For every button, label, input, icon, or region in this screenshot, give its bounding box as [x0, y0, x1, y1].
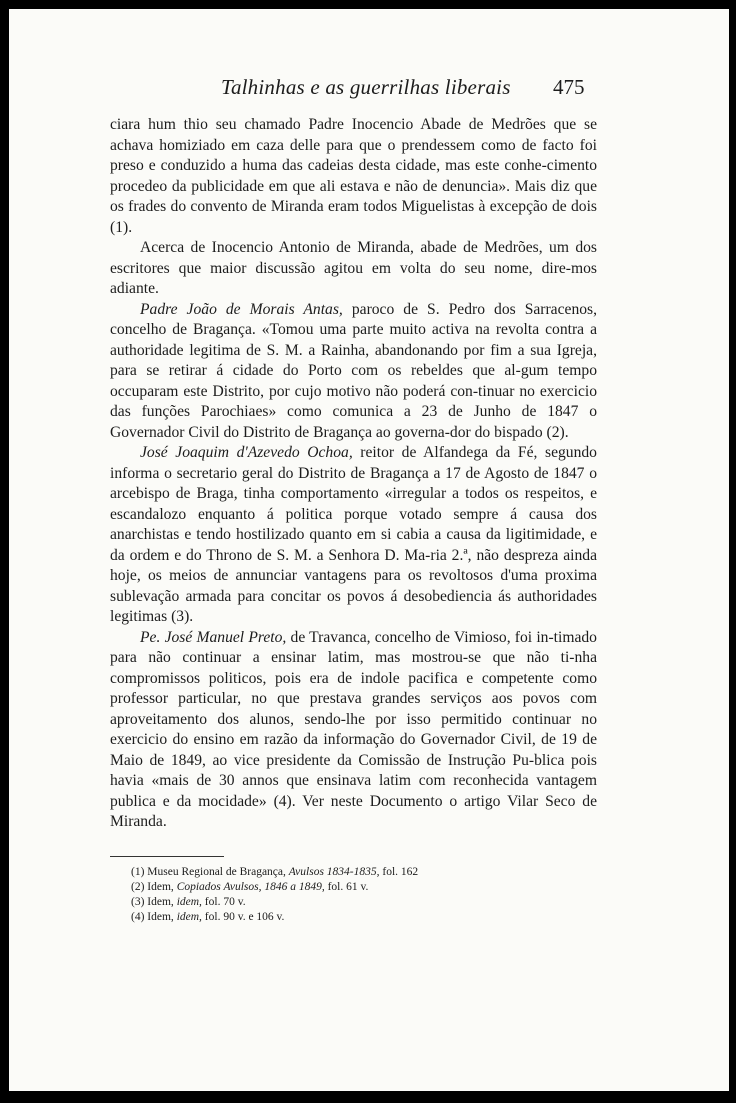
footnote-text-end: fol. 90 v. e 106 v.: [201, 911, 285, 923]
paragraph-lead: Padre João de Morais Antas,: [140, 300, 343, 318]
footnote-text: Idem,: [147, 881, 177, 893]
paragraph-lead: Pe. José Manuel Preto,: [140, 628, 287, 646]
footnote-text-end: fol. 70 v.: [201, 896, 246, 908]
footnote-1: [131, 865, 571, 880]
paragraph-4: [110, 443, 597, 628]
paragraph-text: de Travanca, concelho de Vimioso, foi in-timado para não continuar a ensinar latim, mas mostrou-se que não ti-nha compromissos politicos, pois era de indole pacifica e competente como professor particular, no que prestava grandes serviços aos povos com aproveitamento dos alunos, sendo-lhe por isso permitido continuar no exercicio do ensino em razão da informação do Governador Civil, de 19 de Maio de 1849, ao vice presidente da Comissão de Instrução Pu-blica pois havia «mais de 30 annos que ensinava latim com reconhecida vantagem publica e da mocidade»: [110, 628, 597, 810]
footnote-ref: (1): [110, 218, 129, 236]
paragraph-lead: José Joaquim d'Azevedo Ochoa,: [140, 444, 353, 461]
paragraph-text: reitor de Alfandega da Fé, segundo informa o secretario geral do Distrito de Bragança a 17 de Agosto de 1847 o arcebispo de Braga, tinha comportamento «irregular a todos os respeitos, e escandalozo enquanto á politica porque votado sempre á causa dos anarchistas e tendo hostilizado quanto em si cabia a causa da ligitimidade, e da ordem e do Throno de S. M. a Senhora D. Ma-ria 2.ª, não despreza ainda hoje, os meios de annunciar vantagens para os revoltosos d'uma proxima sublevação armada para concitar os povos á desobediencia ás authoridades legitimas: [110, 444, 597, 625]
footnote-4: [131, 910, 571, 925]
paragraph-3: [110, 300, 597, 444]
footnote-3: [131, 895, 571, 910]
footnote-number: (3): [131, 896, 145, 908]
paragraph-text: Acerca de Inocencio Antonio de Miranda, abade de Medrões, um dos escritores que maior discussão agitou em volta do seu nome, dire-mos adiante.: [110, 239, 597, 297]
footnote-number: (4): [131, 911, 145, 923]
page-number: 475: [553, 75, 585, 99]
footnote-italic: idem,: [176, 911, 202, 923]
footnote-ref: (3): [171, 608, 190, 625]
footnote-text: Idem,: [147, 911, 177, 923]
body-text: [110, 115, 597, 833]
footnotes: [131, 865, 571, 925]
footnote-text: Idem,: [147, 896, 177, 908]
paragraph-1: [110, 115, 597, 238]
footnote-divider: [110, 856, 224, 857]
paragraph-2: [110, 238, 597, 300]
paragraph-text: ciara hum thio seu chamado Padre Inocencio Abade de Medrões que se achava homiziado em caza delle para que o prendessem como de facto foi preso e conduzido a huma das cadeias desta cidade, mas este conhe-cimento procedeo da publicidade em que ali estava e não de denuncia». Mais diz que os frades do convento de Miranda eram todos Miguelistas à excepção de dois: [110, 116, 597, 215]
footnote-number: (1): [131, 866, 145, 878]
running-head: [9, 73, 729, 103]
footnote-italic: idem,: [176, 896, 202, 908]
footnote-text-end: fol. 61 v.: [324, 881, 369, 893]
paragraph-end: .: [564, 423, 569, 441]
running-title: Talhinhas e as guerrilhas liberais: [221, 75, 511, 99]
paragraph-5: [110, 628, 597, 833]
paragraph-end: . Ver neste Documento o artigo Vilar Seco de Miranda.: [110, 792, 598, 830]
footnote-italic: Avulsos 1834-1835,: [288, 866, 380, 878]
footnote-2: [131, 880, 571, 895]
footnote-number: (2): [131, 881, 145, 893]
paragraph-end: .: [128, 218, 133, 236]
footnote-italic: Copiados Avulsos, 1846 a 1849,: [176, 881, 325, 893]
footnote-ref: (2): [546, 423, 565, 441]
footnote-text: Museu Regional de Bragança,: [147, 866, 289, 878]
book-page: [9, 9, 729, 1091]
footnote-text-end: fol. 162: [379, 866, 419, 878]
footnote-ref: (4): [273, 792, 292, 810]
paragraph-end: .: [189, 608, 194, 625]
paragraph-text: paroco de S. Pedro dos Sarracenos, concelho de Bragança. «Tomou uma parte muito activa na revolta contra a authoridade legitima de S. M. a Rainha, abandonando por fim a sua Igreja, para se retirar á cidade do Porto com os rebeldes que al-gum tempo occuparam este Distrito, por cujo motivo não poderá con-tinuar no exercicio das funções Parochiaes» como comunica a 23 de Junho de 1847 o Governador Civil do Distrito de Bragança ao governa-dor do bispado: [110, 300, 598, 441]
